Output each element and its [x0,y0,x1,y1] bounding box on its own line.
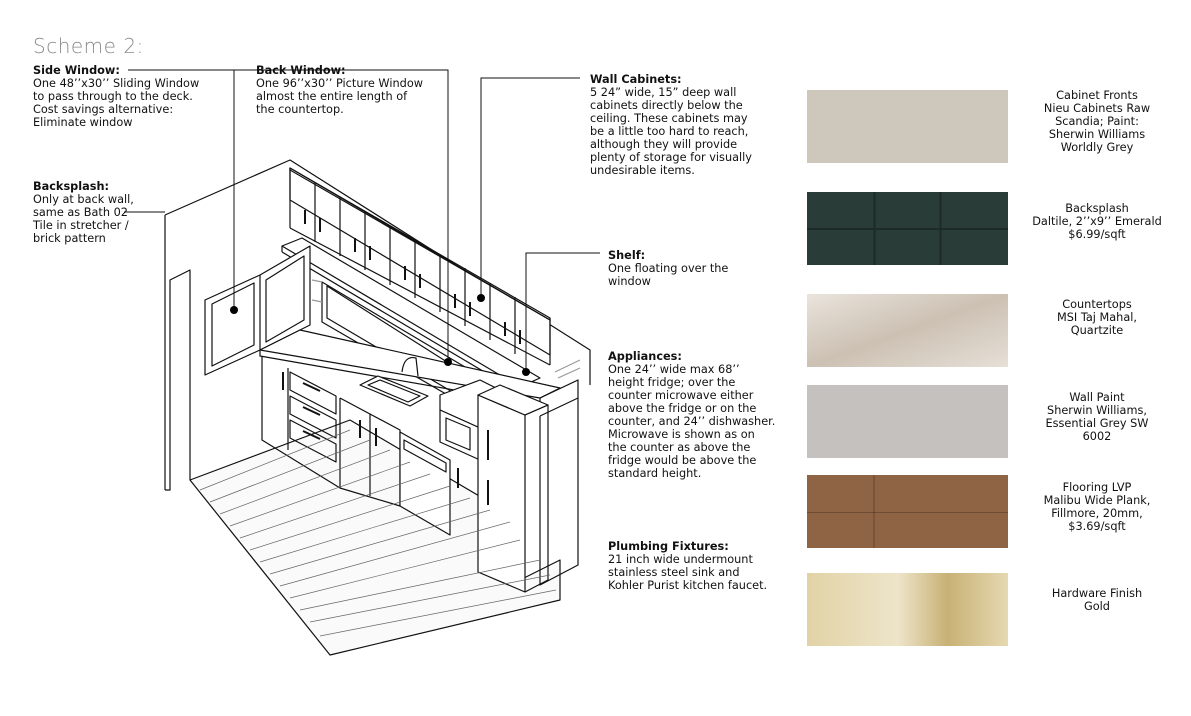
note-heading: Shelf: [608,249,646,262]
note-body: 21 inch wide undermount stainless steel sink and Kohler Purist kitchen faucet. [608,553,768,592]
label-wall-paint: Wall Paint Sherwin Williams, Essential Grey SW 6002 [1045,391,1149,443]
note-body: 5 24” wide, 15” deep wall cabinets directly below the ceiling. These cabinets may be a little too hard to reach, although they will provide plenty of storage for visually undesirable items. [590,86,752,177]
label-cabinet-fronts: Cabinet Fronts Nieu Cabinets Raw Scandia; Paint: Sherwin Williams Worldly Grey [1043,89,1151,154]
callout-dot-wall-cabinets [477,294,485,302]
callout-dot-shelf [522,368,530,376]
note-heading: Plumbing Fixtures: [608,540,729,553]
swatch-hardware [807,573,1008,646]
swatch-cabinet-fronts [807,90,1008,163]
scheme-title: Scheme 2: [33,34,144,58]
note-body: Only at back wall, same as Bath 02 Tile in stretcher / brick pattern [33,193,134,245]
label-countertops: Countertops MSI Taj Mahal, Quartzite [1056,298,1137,337]
label-hardware: Hardware Finish Gold [1051,587,1143,613]
fridge [478,395,525,592]
swatch-countertops [807,294,1008,367]
note-body: One floating over the window [608,262,729,288]
sink [360,376,428,406]
note-heading: Backsplash: [33,180,110,193]
swatch-wall-paint [807,385,1008,458]
note-body: One 48’’x30’’ Sliding Window to pass through to the deck. Cost savings alternative: Eliminate window [33,77,200,129]
note-heading: Appliances: [608,350,682,363]
swatch-flooring [807,475,1008,548]
note-heading: Wall Cabinets: [590,73,682,86]
callout-dot-back-window [444,358,452,366]
note-heading: Back Window: [256,64,346,77]
callout-dot-side-window [230,306,238,314]
note-body: One 96’’x30’’ Picture Window almost the entire length of the countertop. [256,77,423,116]
label-backsplash: Backsplash Daltile, 2’’x9’’ Emerald $6.99/sqft [1032,202,1162,241]
swatch-backsplash [807,192,1008,265]
label-flooring: Flooring LVP Malibu Wide Plank, Fillmore, 20mm, $3.69/sqft [1043,481,1151,533]
note-heading: Side Window: [33,64,120,77]
note-body: One 24’’ wide max 68’’ height fridge; over the counter microwave either above the fridge or on the counter, and 24’’ dishwasher. Microwave is shown as on the counter as above the fridge would be above the standard height. [608,363,776,480]
